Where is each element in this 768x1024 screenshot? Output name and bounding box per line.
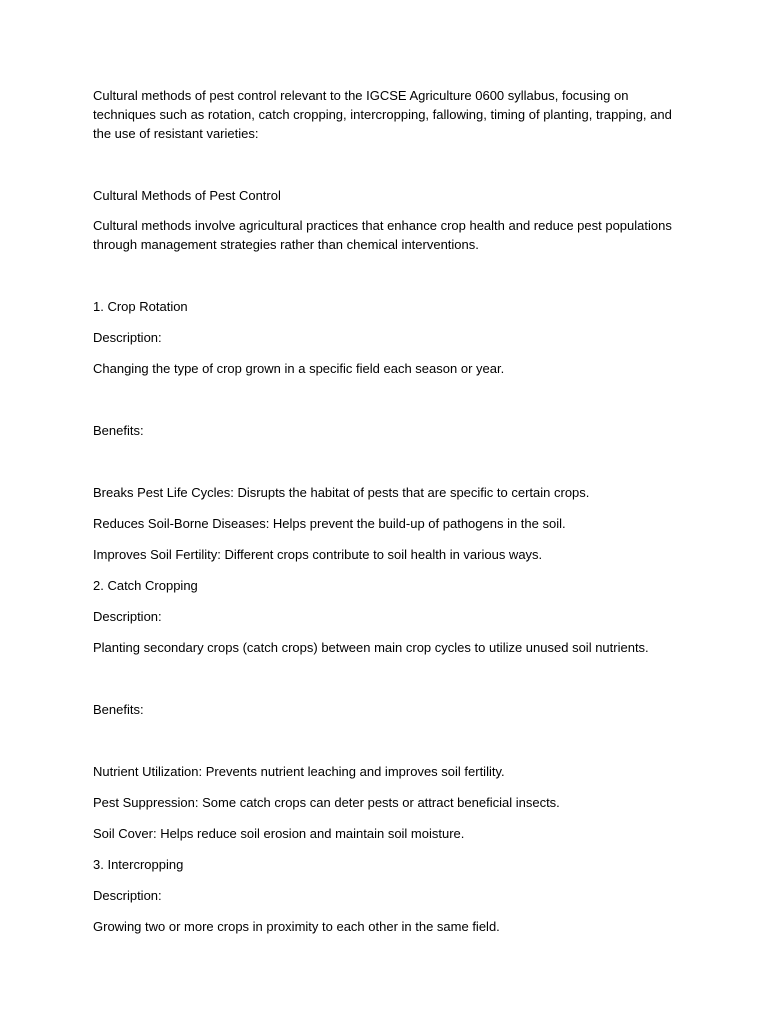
intro-paragraph: Cultural methods of pest control relevant to the IGCSE Agriculture 0600 syllabus, focusing on techniques such as rotation, catch cropping, intercropping, fallowing, timing of planting, trapping, and the use of resistant varieties: <box>93 88 672 141</box>
benefit-item: Reduces Soil-Borne Diseases: Helps prevent the build-up of pathogens in the soil. <box>93 516 566 531</box>
description-text: Planting secondary crops (catch crops) between main crop cycles to utilize unused soil nutrients. <box>93 640 649 655</box>
benefit-item: Pest Suppression: Some catch crops can deter pests or attract beneficial insects. <box>93 795 560 810</box>
definition-paragraph: Cultural methods involve agricultural practices that enhance crop health and reduce pest populations through management strategies rather than chemical interventions. <box>93 218 672 252</box>
description-label: Description: <box>93 330 162 345</box>
description-label: Description: <box>93 609 162 624</box>
section-heading-intercropping: 3. Intercropping <box>93 857 184 872</box>
description-label: Description: <box>93 888 162 903</box>
benefit-item: Improves Soil Fertility: Different crops contribute to soil health in various ways. <box>93 547 543 562</box>
benefits-label: Benefits: <box>93 423 144 438</box>
section-heading-catch-cropping: 2. Catch Cropping <box>93 578 198 593</box>
document-title: Cultural Methods of Pest Control <box>93 188 281 203</box>
benefit-item: Nutrient Utilization: Prevents nutrient leaching and improves soil fertility. <box>93 764 505 779</box>
benefit-item: Soil Cover: Helps reduce soil erosion and maintain soil moisture. <box>93 826 465 841</box>
benefits-label: Benefits: <box>93 702 144 717</box>
description-text: Changing the type of crop grown in a specific field each season or year. <box>93 361 505 376</box>
benefit-item: Breaks Pest Life Cycles: Disrupts the habitat of pests that are specific to certain crops. <box>93 485 590 500</box>
description-text: Growing two or more crops in proximity to each other in the same field. <box>93 919 500 934</box>
section-heading-crop-rotation: 1. Crop Rotation <box>93 299 188 314</box>
